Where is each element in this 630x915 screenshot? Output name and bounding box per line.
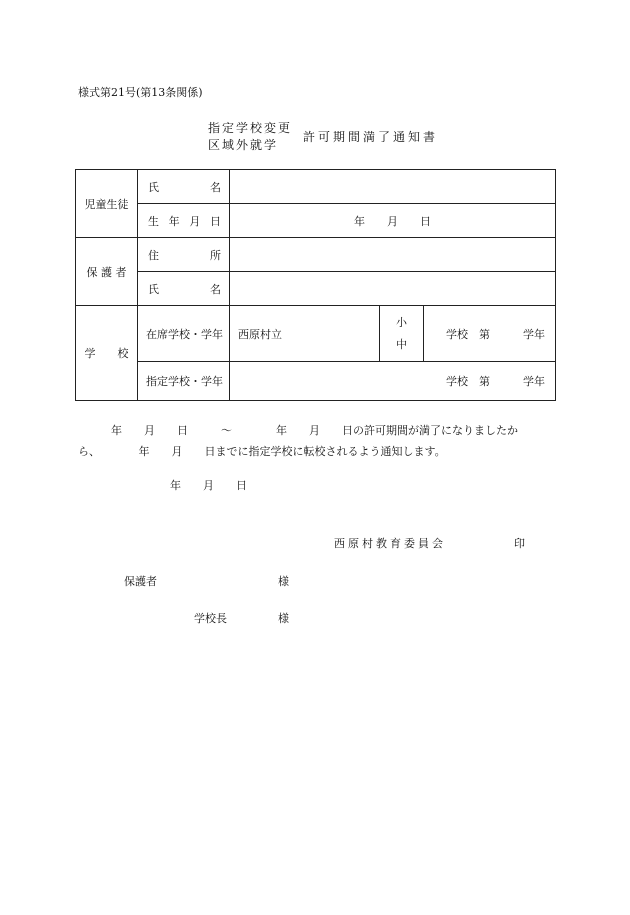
seal-mark: 印 — [514, 537, 525, 550]
guardian-address-field[interactable] — [230, 238, 556, 272]
title-option-outside: 区域外就学 — [208, 138, 279, 152]
designated-school-label: 指定学校・学年 — [138, 362, 230, 401]
guardian-honorific: 様 — [278, 575, 289, 588]
school-type-elementary[interactable]: 小 — [396, 315, 407, 329]
form-reference: 様式第21号(第13条関係) — [78, 86, 203, 99]
notice-form-table — [75, 169, 556, 401]
guardian-section-label: 保 護 者 — [76, 238, 138, 306]
title-option-change: 指定学校変更 — [208, 121, 293, 135]
student-birth-label: 生 年 月 日 — [138, 204, 230, 238]
designated-school-grade-field[interactable]: 学校 第 学年 — [230, 362, 556, 401]
student-name-field[interactable] — [230, 170, 556, 204]
page-title: 許可期間満了通知書 — [303, 130, 439, 144]
guardian-name-label: 氏 名 — [138, 272, 230, 306]
principal-honorific: 様 — [278, 612, 289, 625]
student-name-label: 氏 名 — [138, 170, 230, 204]
notice-body — [78, 420, 558, 462]
school-type-middle[interactable]: 中 — [396, 337, 407, 351]
current-school-label: 在席学校・学年 — [138, 306, 230, 362]
current-school-grade-field[interactable]: 学校 第 学年 — [424, 306, 556, 362]
issue-date: 年 月 日 — [170, 479, 247, 492]
student-section-label: 児童生徒 — [76, 170, 138, 238]
guardian-name-field[interactable] — [230, 272, 556, 306]
title-options — [208, 120, 292, 154]
school-section-label: 学 校 — [76, 306, 138, 401]
principal-addressee: 学校長 — [194, 612, 227, 625]
notice-line-2: ら、 年 月 日までに指定学校に転校されるよう通知します。 — [78, 445, 446, 458]
notice-line-1: 年 月 日 ～ 年 月 日の許可期間が満了になりましたか — [78, 424, 518, 437]
current-school-name-field[interactable]: 西原村立 — [230, 306, 380, 362]
school-type-selector[interactable] — [380, 306, 424, 362]
guardian-addressee: 保護者 — [124, 575, 157, 588]
issuer-board: 西原村教育委員会 — [334, 537, 446, 550]
guardian-address-label: 住 所 — [138, 238, 230, 272]
student-birth-field[interactable]: 年 月 日 — [230, 204, 556, 238]
